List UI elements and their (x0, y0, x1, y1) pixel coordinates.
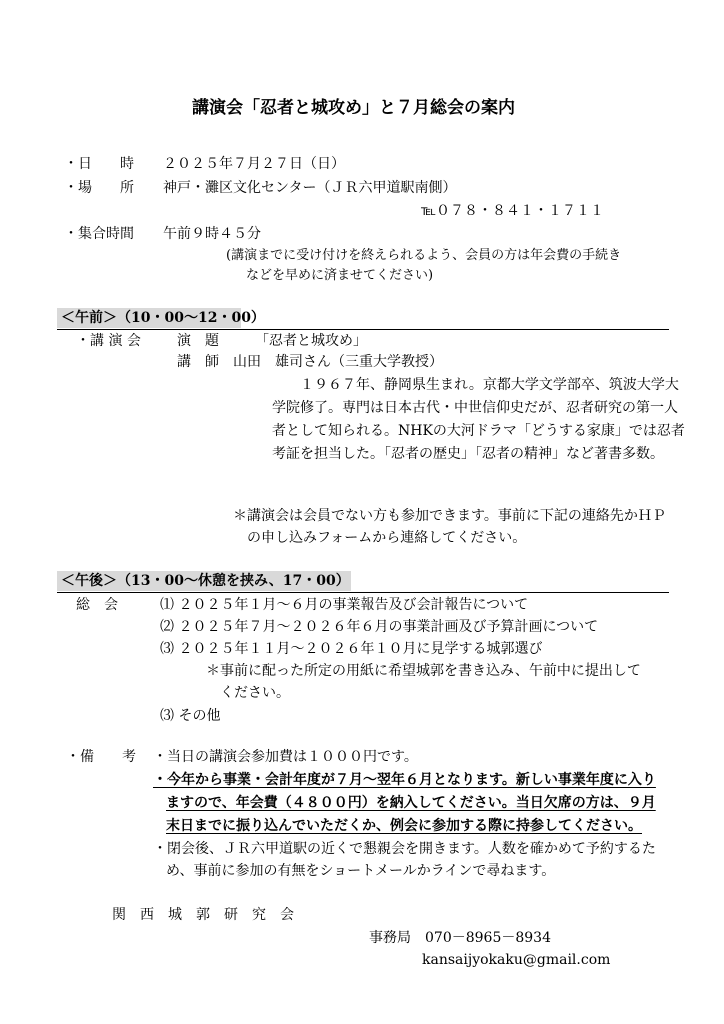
page-title: 講演会「忍者と城攻め」と７月総会の案内 (192, 98, 515, 118)
speaker-bio: １９６７年、静岡県生まれ。京都大学文学部卒、筑波大学大学院修了。専門は日本古代・中世信仰史だが、忍者研究の第一人者として知られる。NHKの大河ドラマ「どうする家康」では忍者考証を担当した。「忍者の歴史」「忍者の精神」など著書多数。 (272, 377, 685, 462)
topic-label: 演 題 (177, 333, 219, 349)
organization-name: 関 西 城 郭 研 究 会 (112, 907, 294, 923)
contact-email: kansaijyokaku@gmail.com (422, 952, 611, 968)
remark-social-line1: ・閉会後、ＪＲ六甲道駅の近くで懇親会を開きます。人数を確かめて予約するた (153, 841, 656, 857)
remarks-label: ・備 考 (66, 749, 136, 765)
agenda-item-2: ⑵ ２０２５年７月～２０２６年６月の事業計画及び予算計画について (160, 619, 599, 635)
topic-value: 「忍者と城攻め」 (255, 333, 367, 349)
agenda-item-3-note-line1: ＊事前に配った所定の用紙に希望城郭を書き込み、午前中に提出して (206, 663, 641, 679)
morning-section-header: ＜午前＞（10・00～12・00） (57, 308, 241, 328)
remark-fiscal-year-line1: ・今年から事業・会計年度が７月～翌年６月となります。新しい事業年度に入り (153, 772, 656, 788)
agenda-item-1: ⑴ ２０２５年１月～６月の事業報告及び会計報告について (160, 597, 529, 613)
gather-time-label: ・集合時間 (64, 226, 134, 242)
place-value: 神戸・灘区文化センター（ＪＲ六甲道駅南側） (163, 180, 457, 196)
gather-note-line2: などを早めに済ませてください) (246, 268, 434, 283)
office-phone: 事務局 070－8965－8934 (369, 930, 551, 946)
remark-fiscal-year-line2: ますので、年会費（４８００円）を納入してください。当日欠席の方は、９月 (166, 795, 656, 811)
agenda-item-4: ⑶ その他 (160, 708, 221, 724)
speaker-label: 講 師 (177, 354, 219, 370)
gather-note-line1: (講演までに受け付けを終えられるよう、会員の方は年会費の手続き (226, 248, 622, 263)
lecture-note-line1: ＊講演会は会員でない方も参加できます。事前に下記の連絡先かＨＰ (233, 508, 666, 524)
morning-divider (57, 329, 669, 330)
telephone-number: ℡０７８・８４１・１７１１ (421, 203, 605, 219)
date-label: ・日 時 (64, 156, 134, 172)
place-label: ・場 所 (64, 180, 134, 196)
afternoon-divider (57, 592, 669, 593)
speaker-value: 山田 雄司さん（三重大学教授） (233, 354, 443, 370)
general-meeting-label: 総 会 (76, 597, 118, 613)
gather-time-value: 午前９時４５分 (163, 226, 261, 242)
agenda-item-3-note-line2: ください。 (220, 685, 290, 701)
lecture-note-line2: の申し込みフォームから連絡してください。 (247, 530, 527, 546)
date-value: ２０２５年７月２７日（日） (163, 156, 345, 172)
lecture-label: ・講 演 会 (76, 333, 141, 349)
agenda-item-3: ⑶ ２０２５年１１月～２０２６年１０月に見学する城郭選び (160, 641, 543, 657)
remark-fee: ・当日の講演会参加費は１０００円です。 (153, 749, 418, 765)
afternoon-section-header: ＜午後＞（13・00～休憩を挟み、17・00） (57, 571, 351, 591)
remark-social-line2: め、事前に参加の有無をショートメールかラインで尋ねます。 (166, 863, 556, 879)
remark-fiscal-year-line3: 末日までに振り込んでいただくか、例会に参加する際に持参してください。 (166, 818, 642, 834)
